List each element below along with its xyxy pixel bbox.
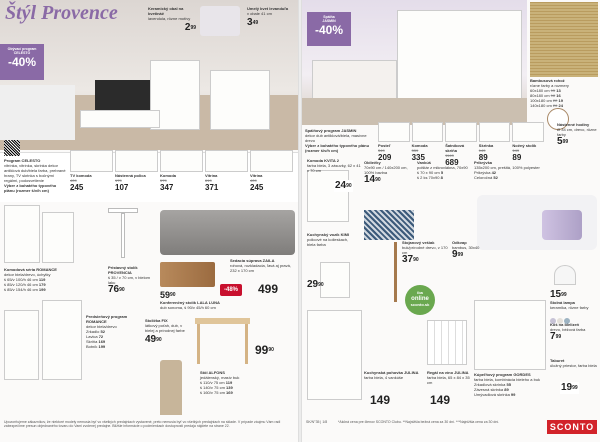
konf-desc: dub sonoma, š 90/v 45/h 60 cm	[160, 305, 216, 310]
jasmin-item-old: 149	[478, 148, 486, 153]
lampa-desc: keramika, rôzne farby	[550, 305, 589, 310]
gordes-r2: Závesná skrinka	[474, 387, 504, 392]
rohoz-row	[530, 103, 598, 108]
julina-text	[364, 370, 424, 380]
iba-l3: sconto.sk	[410, 302, 430, 307]
taburet-desc: úložný priestor, farba biela	[550, 363, 597, 368]
alfons-d2: š 140/v 75 cm	[200, 385, 225, 390]
odkvap-name: Odkvap	[452, 240, 467, 245]
odkvap-text	[452, 240, 482, 260]
sedacia-discount: -48%	[220, 284, 242, 296]
deco-pot	[148, 6, 196, 33]
julina-name: Kuchynská pohovka JULINA	[364, 370, 419, 375]
celesto-item-price: 107	[115, 183, 129, 192]
stojvesiak-desc: buk/prírodné drevo, v 170 cm	[402, 245, 448, 255]
vozik-price-box	[307, 280, 324, 290]
konf-name: Konferenčný stolík LALA LUNA	[160, 300, 220, 305]
rohoz-size: 80x180 cm	[530, 93, 550, 98]
right-page	[302, 0, 600, 442]
predsien-i2: Lavica	[86, 334, 98, 339]
vankus-text	[417, 160, 472, 180]
romance-r1: š 65/v 100/h 46 cm	[4, 277, 38, 282]
celesto-item-label: TV komoda	[70, 173, 92, 178]
rohoz-old: 26	[552, 103, 558, 108]
rohoz-size: 140x180 cm	[530, 103, 552, 108]
qr-code-icon	[4, 140, 20, 156]
predsien-wardrobe-photo	[42, 300, 82, 380]
predsien-desc: dekor biela/drevo	[86, 324, 117, 329]
prikryvka-p2: 52	[493, 175, 498, 180]
obliecky-price: 14	[364, 174, 376, 185]
alfons-p1: 119	[225, 380, 233, 385]
deco-lavender-price: 3	[247, 17, 253, 28]
jasmin-item-photo	[512, 122, 544, 142]
kos-text	[550, 322, 598, 342]
celesto-item-label: Vitrína	[250, 173, 263, 178]
romance-r2: š 85/v 120/h 46 cm	[4, 282, 38, 287]
celesto-item-photo	[250, 150, 293, 172]
celesto-title: Program CELESTO	[4, 158, 41, 163]
alfons-desc: jedálenský, masív buk	[200, 375, 240, 380]
celesto-item-old: 409	[70, 178, 77, 183]
table-leg-2	[245, 324, 248, 364]
celesto-item-price: 245	[250, 183, 264, 192]
fix-price: 49	[145, 334, 157, 345]
gordes-p2: 89	[504, 387, 509, 392]
komoda-desc: farba biela, 3 zásuvky, 62 x 41 x 70 cm	[307, 163, 361, 173]
jasmin-item-price: 335	[411, 153, 425, 162]
tv-photo	[95, 80, 150, 110]
komoda-kvita-photo	[307, 170, 349, 222]
right-footer: *Akčná cena pre členov SCONTO Clubu. **Najnižšia bežná cena za 30 dní. ***Najnižšia cena za 30 dní.	[338, 420, 500, 424]
vozik-price: 29	[307, 279, 319, 290]
komoda-name: Komoda KVITA 2	[307, 158, 340, 163]
jasmin-item-price: 89	[512, 153, 522, 162]
predsien-p4: 199	[98, 344, 106, 349]
deco-lavender-name: Umelý kvet levanduľa	[247, 6, 289, 11]
rohoz-rows	[530, 88, 598, 108]
pot-photo	[200, 6, 240, 36]
jasmin-item-label: Komoda	[411, 143, 428, 148]
lavender-photo	[542, 210, 582, 240]
bamboo-mat-photo	[530, 2, 598, 77]
vankus-p2: 8	[440, 175, 443, 180]
julina-desc: farba biela, 4 vankúše	[364, 375, 404, 380]
sofa-photo	[0, 85, 75, 140]
prikryvka-r2: Celoročná	[474, 175, 493, 180]
deco-pot-price: 2	[184, 22, 191, 33]
celesto-text	[4, 158, 66, 193]
sedacia-desc: rohová, rozkladacia, ľavá aj pravá, 232 x 170 cm	[230, 263, 291, 273]
jasmin-title: Spálňový program JASMIN	[305, 128, 357, 133]
alfons-name: Stôl ALFONS	[200, 370, 225, 375]
obliecky-name: Obliečky	[364, 160, 381, 165]
jasmin-item-label: Nočný stolík	[512, 143, 537, 148]
odkvap-cents: 99	[457, 252, 464, 258]
predsien-p1: 52	[100, 329, 105, 334]
stojvesiak-price: 37	[402, 254, 414, 265]
vankus-desc: polštár z mikrovlákna, 70x90	[417, 165, 468, 170]
table-leg-1	[197, 324, 200, 364]
celesto-item-label: Komoda	[160, 173, 176, 178]
taburet-name: Taburet	[550, 358, 565, 363]
vozik-photo	[320, 262, 350, 298]
celesto-item	[115, 150, 158, 193]
vankus-name: Vankúš	[417, 160, 432, 165]
promo-pct: -40%	[7, 55, 36, 69]
rohoz-size: 60x180 cm	[530, 88, 550, 93]
celesto-item	[250, 150, 293, 193]
lamp-photo	[554, 265, 576, 285]
lampa-price: 15	[550, 289, 562, 300]
predsien-i4: Botník	[86, 344, 98, 349]
jasmin-item	[412, 122, 444, 163]
deco-lavender	[247, 6, 293, 28]
komoda-price-box	[334, 180, 353, 192]
sconto-logo[interactable]: SCONTO	[547, 420, 597, 434]
celesto-item-photo	[205, 150, 248, 172]
celesto-item-photo	[160, 150, 203, 172]
celesto-item-old: 579	[160, 178, 167, 183]
konf-cents: 90	[170, 292, 176, 298]
jasmin-item-label: Skrinka	[478, 143, 494, 148]
konf-photo	[160, 262, 215, 287]
fix-name: Stolička FIX	[145, 318, 168, 323]
deco-pot-cents: 99	[190, 25, 196, 31]
sedacia-text	[230, 258, 295, 273]
taburet-text	[550, 358, 598, 368]
jasmin-item-price: 209	[378, 153, 392, 162]
deco-pot-sub: lavendula, rôzne motívy	[148, 16, 191, 21]
jasmin-item	[479, 122, 511, 163]
jasmin-item-photo	[378, 122, 410, 142]
taburet-price-box	[560, 382, 579, 394]
bathroom-photo	[474, 300, 546, 370]
jasmin-badge	[307, 12, 351, 46]
konf-price: 59	[160, 290, 171, 300]
odkvap-desc: bambus, 30x40	[452, 245, 480, 250]
predsien-text	[86, 314, 141, 349]
right-pageno: SK/N°35 | 1/8	[306, 420, 328, 424]
jasmin-item-price: 89	[478, 153, 488, 162]
alfons-d3: š 160/v 75 cm	[200, 390, 225, 395]
prikryvka-name: Prikrývka	[474, 160, 493, 165]
alfons-d1: š 110/v 75 cm	[200, 380, 225, 385]
rohoz-price: 13	[556, 88, 561, 93]
konf-text	[160, 290, 225, 310]
kos-desc: drevo, béžová farba	[550, 327, 586, 332]
hodiny-cents: 99	[562, 139, 569, 145]
rohoz-text	[530, 78, 598, 108]
cabinet-photo	[210, 70, 270, 130]
jasmin-text	[305, 128, 375, 153]
obliecky-desc: 70x90 cm / 140x200 cm, 100% bavlna	[364, 165, 408, 175]
jasmin-desc: dekor dub antiklová/biela, masívne drevo	[305, 133, 367, 143]
wardrobe-photo	[397, 10, 522, 100]
taburet-cents: 99	[572, 385, 578, 391]
stojvesiak-text	[402, 240, 452, 265]
celesto-item-photo	[115, 150, 158, 172]
celesto-item-price: 347	[160, 183, 174, 192]
jasmin-item-label: Posteľ	[378, 143, 391, 148]
romance-p1: 119	[38, 277, 46, 282]
jasmin-item-old: 349	[378, 148, 385, 153]
regal-price: 149	[430, 393, 451, 407]
gordes-desc: farba biela, kombinácia bieleho a buk	[474, 377, 541, 382]
celesto-item-old: 619	[205, 178, 212, 183]
hodiny-name: Nástenné hodiny	[557, 122, 590, 127]
romance-p2: 179	[38, 282, 46, 287]
deco-pot-name: Keramický obal na kvetináč	[148, 6, 184, 16]
predsien-mirror-photo	[4, 310, 39, 380]
jasmin-pct: -40%	[314, 23, 343, 37]
komoda-cents: 90	[346, 183, 352, 189]
stojvesiak-name: Stojanový vešiak	[402, 240, 435, 245]
komoda-text	[307, 158, 362, 173]
rohoz-size: 100x180 cm	[530, 98, 552, 103]
rohoz-old: 18	[550, 93, 556, 98]
prikryvka-p1: 42	[491, 170, 497, 175]
regal-desc: farba biela, 65 x 84 x 35 cm	[427, 375, 470, 385]
vankus-r2: š 2 ks 70x90	[417, 175, 440, 180]
vozik-name: Kuchynský vozík KIMI	[307, 232, 350, 237]
fix-cents: 90	[156, 337, 162, 343]
alfons-p3: 169	[226, 390, 233, 395]
predsien-p2: 72	[98, 334, 104, 339]
rohoz-price: 16	[556, 93, 561, 98]
stojvesiak-cents: 90	[413, 257, 419, 263]
tv-stand-photo	[80, 110, 160, 128]
jasmin-item-price: 689	[445, 158, 459, 167]
stolik-photo	[108, 208, 138, 263]
table-alfons-photo	[195, 318, 250, 324]
regal-name: Regál na víno JULINA	[427, 370, 469, 375]
hodiny-price: 5	[557, 136, 563, 147]
jasmin-choice: Výber z bohatého typového plánu (rozmer š/v/h cm)	[305, 143, 370, 153]
celesto-item-label: Nástenná polica	[115, 173, 146, 178]
celesto-item-old: 179	[115, 178, 122, 183]
gordes-p3: 99	[510, 392, 516, 397]
promo-badge	[0, 44, 44, 80]
celesto-item-old: 409	[250, 178, 257, 183]
left-footer: Upozorňujeme zákazníkov, že niektoré modely nemusia byť vo všetkých predajniach vystavené, preto nemusia byť vo všetkých predajniach na sklade. V prípade záujmu Vám radi zabezpečíme presun objednaného tovaru do Vami zvolenej predajne. Bližšie informácie o podmienkach dostupnosti predaja nájdete na strane 22.	[4, 420, 281, 428]
celesto-item-price: 245	[70, 183, 84, 192]
celesto-desc: vitrínka, vitrínka, skrinka dekor antiklová dub/biela farba, prebrané hrany, TV skrinka s bočnými regálmi, podosvetlenie	[4, 163, 66, 183]
stolik-name: Pristavný stolík PROVENCIA	[108, 265, 138, 275]
celesto-item-price: 371	[205, 183, 219, 192]
jasmin-item-label: Šatníková skriňa	[445, 143, 465, 153]
celesto-choice: Výber z bohatého typového plánu (rozmer š/v/h cm)	[4, 183, 57, 193]
obliecky-text	[364, 160, 414, 185]
kos-price: 7	[550, 331, 556, 342]
predsien-p3: 169	[98, 339, 106, 344]
romance-text	[4, 267, 104, 292]
coat-stand-photo	[394, 242, 397, 302]
vankus-r1: š 70 x 90 cm	[417, 170, 440, 175]
online-only-badge	[405, 285, 435, 315]
odkvap-price: 9	[452, 249, 458, 260]
stolik-desc: š 35 / v 70 cm, v bielom laku	[108, 275, 151, 285]
gordes-name: Kúpeľňový program GORDES	[474, 372, 531, 377]
sedacia-price: 499	[258, 282, 279, 296]
sofa-zaila-photo	[160, 210, 295, 255]
hodiny-desc: Ø 34 cm, drevo, rôzne farby	[557, 127, 597, 137]
jasmin-item	[512, 122, 544, 163]
gordes-r3: Umývadlová skrinka	[474, 392, 510, 397]
promo-line1: Obývací program	[7, 47, 37, 51]
lampa-name: Stolná lampa	[550, 300, 575, 305]
alfons-p2: 139	[226, 385, 233, 390]
komoda-price: 24	[335, 180, 347, 191]
chair-price-main: 99	[255, 343, 269, 357]
jasmin-line2: JASMIN	[322, 19, 336, 23]
celesto-item-label: Vitrína	[205, 173, 218, 178]
predsien-name: Predsieňový program ROMANCE	[86, 314, 128, 324]
romance-title: Komodová séria ROMANCE	[4, 267, 57, 272]
jasmin-line1: Spálňa	[323, 15, 335, 19]
gordes-text	[474, 372, 546, 397]
sedacia-name: Sedacia súprava ZAILA	[230, 258, 275, 263]
stolik-text	[108, 265, 153, 295]
celesto-items	[70, 150, 295, 200]
rohoz-name: Bambusová rohož	[530, 78, 565, 83]
jasmin-item-old: 1149	[445, 153, 454, 158]
rohoz-old: 22	[552, 98, 558, 103]
promo-line2: CELESTO	[13, 51, 31, 55]
bedroom-floor	[302, 98, 527, 125]
vozik-cents: 90	[318, 282, 324, 288]
lampa-cents: 99	[561, 292, 567, 298]
jasmin-item-photo	[479, 122, 511, 142]
romance-r3: š 85/v 154/h 46 cm	[4, 287, 38, 292]
vankus-p1: 5	[440, 170, 444, 175]
stolik-price: 76	[108, 284, 120, 295]
romance-photo-1	[4, 205, 40, 263]
wine-rack-photo	[427, 320, 467, 365]
regal-text	[427, 370, 472, 385]
iba-l2: online	[411, 296, 429, 302]
gordes-r1: Zrkadlová skrinka	[474, 382, 506, 387]
kos-cents: 99	[555, 334, 562, 340]
vozik-text	[307, 232, 357, 247]
romance-photo-2	[42, 212, 74, 263]
alfons-text	[200, 370, 290, 395]
stolik-cents: 90	[119, 287, 125, 293]
deco-lavender-cents: 49	[252, 20, 259, 26]
page-title: Štýl Provence	[5, 2, 118, 24]
romance-desc: dekor biela/drevo, úchytky	[4, 272, 51, 277]
left-page	[0, 0, 298, 442]
rohoz-desc: rôzne farby a rozmery	[530, 83, 569, 88]
obliecky-cents: 90	[375, 177, 381, 183]
rohoz-price: 24	[558, 103, 563, 108]
chair-bottom-price	[255, 345, 274, 355]
romance-p3: 199	[38, 287, 46, 292]
fix-text	[145, 318, 190, 345]
iba-l1: iba	[417, 290, 423, 295]
celesto-item	[70, 150, 113, 193]
chair-photo	[160, 360, 182, 415]
fix-desc: látkový poťah, dub, v bielej a prírodnej farbe	[145, 323, 185, 333]
jasmin-item	[378, 122, 410, 163]
prikryvka-desc: 135x200 cm, prešitá, 100% polyester	[474, 165, 540, 170]
predsien-i3: Skriňa	[86, 339, 98, 344]
jasmin-item-photo	[412, 122, 444, 142]
jasmin-item-old: 559	[411, 148, 419, 153]
rohoz-price: 19	[558, 98, 563, 103]
predsien-i1: Zrkadlo	[86, 329, 100, 334]
chair-price-cents: 90	[268, 347, 274, 353]
taburet-price: 19	[561, 382, 573, 393]
gordes-p1: 55	[506, 382, 511, 387]
julina-cabinet-photo	[307, 310, 362, 400]
hodiny-text	[557, 122, 599, 147]
julina-price: 149	[370, 393, 391, 407]
bedding-photo	[364, 210, 414, 240]
celesto-item	[205, 150, 248, 193]
kos-name: Kôš na bielizeň	[550, 322, 580, 327]
jasmin-item-old: 149	[512, 148, 520, 153]
celesto-item-photo	[70, 150, 113, 172]
deco-lavender-sub: v obale 41 cm	[247, 11, 272, 16]
celesto-item	[160, 150, 203, 193]
jasmin-item-photo	[445, 122, 477, 142]
prikryvka-r1: Prikrývka	[474, 170, 491, 175]
rohoz-old: 15	[550, 88, 556, 93]
prikryvka-text	[474, 160, 598, 180]
bed-photo	[312, 60, 397, 100]
vozik-desc: policové na kolieskach, biela farba	[307, 237, 349, 247]
